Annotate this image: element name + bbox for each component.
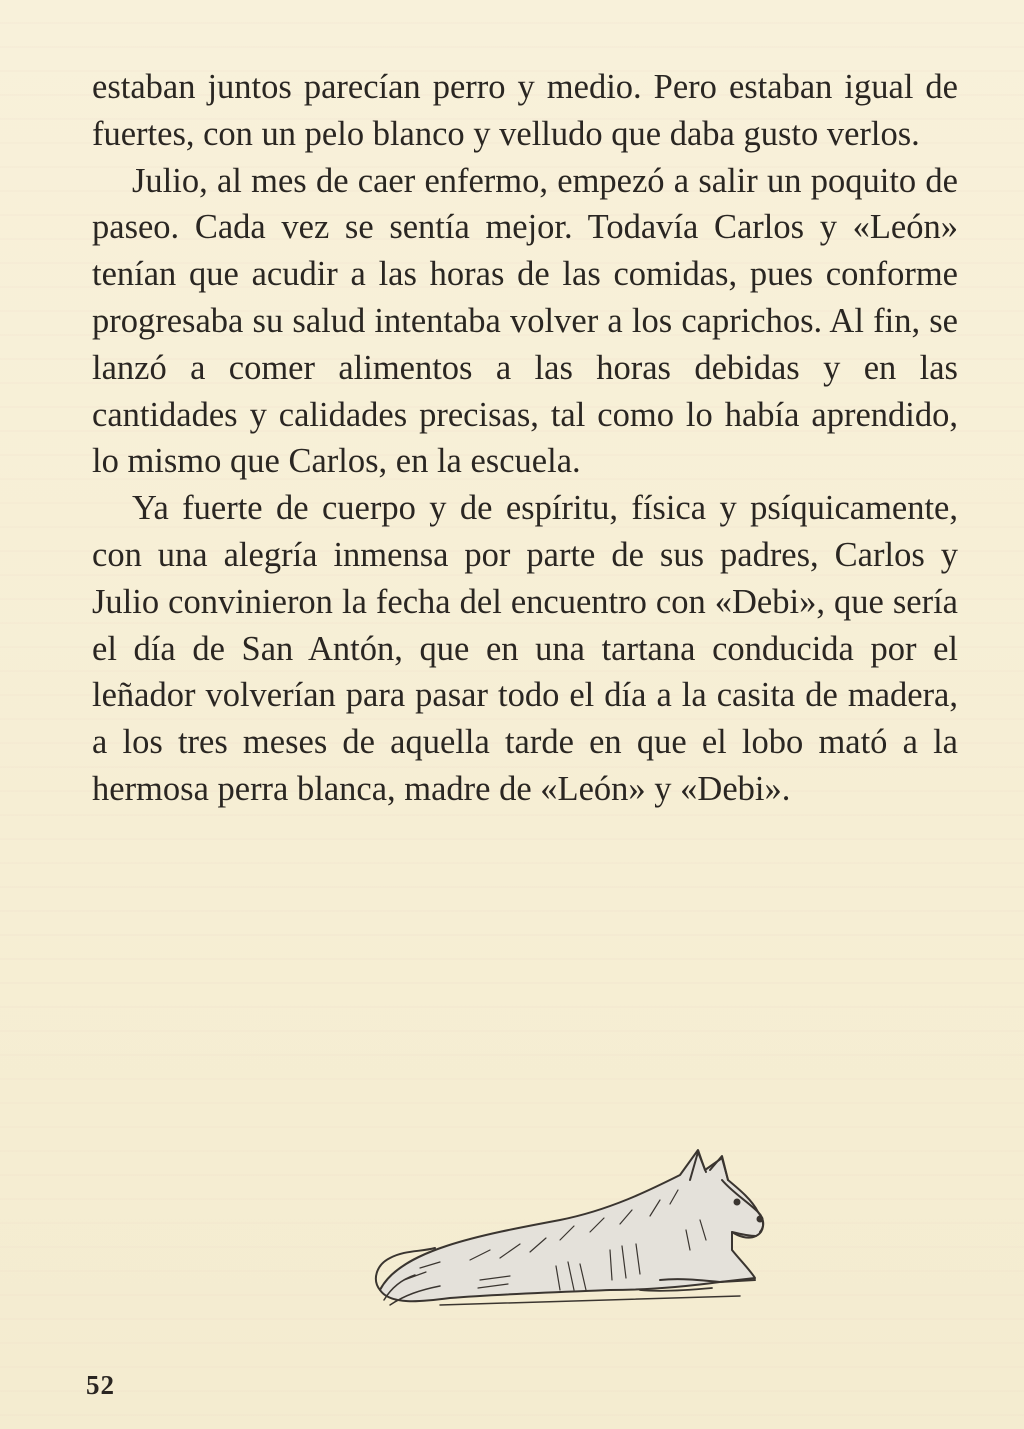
paragraph-3: Ya fuerte de cuerpo y de espíritu, física y psíquicamente, con una alegría inmensa por parte de sus padres, Carlos y Julio convinieron la fecha del encuentro con «Debi», que sería el día de San Antón, que en una tartana conducida por el leñador volverían para pasar todo el día a la casita de madera, a los tres meses de aquella tarde en que el lobo mató a la hermosa perra blanca, madre de «León» y «Debi». [92,489,958,808]
body-text [92,64,958,813]
page-number: 52 [86,1370,115,1400]
paragraph-1: estaban juntos parecían perro y medio. Pero estaban igual de fuertes, con un pelo blanco y velludo que daba gusto verlos. [92,68,958,153]
paragraph-2: Julio, al mes de caer enfermo, empezó a salir un poquito de paseo. Cada vez se sentía mejor. Todavía Carlos y «León» tenían que acudir a las horas de las comidas, pues conforme progresaba su salud intentaba volver a los caprichos. Al fin, se lanzó a comer alimentos a las horas debidas y en las cantidades y calidades precisas, tal como lo había aprendido, lo mismo que Carlos, en la escuela. [92,161,958,481]
dog-lying-drawing-icon [360,1140,780,1325]
